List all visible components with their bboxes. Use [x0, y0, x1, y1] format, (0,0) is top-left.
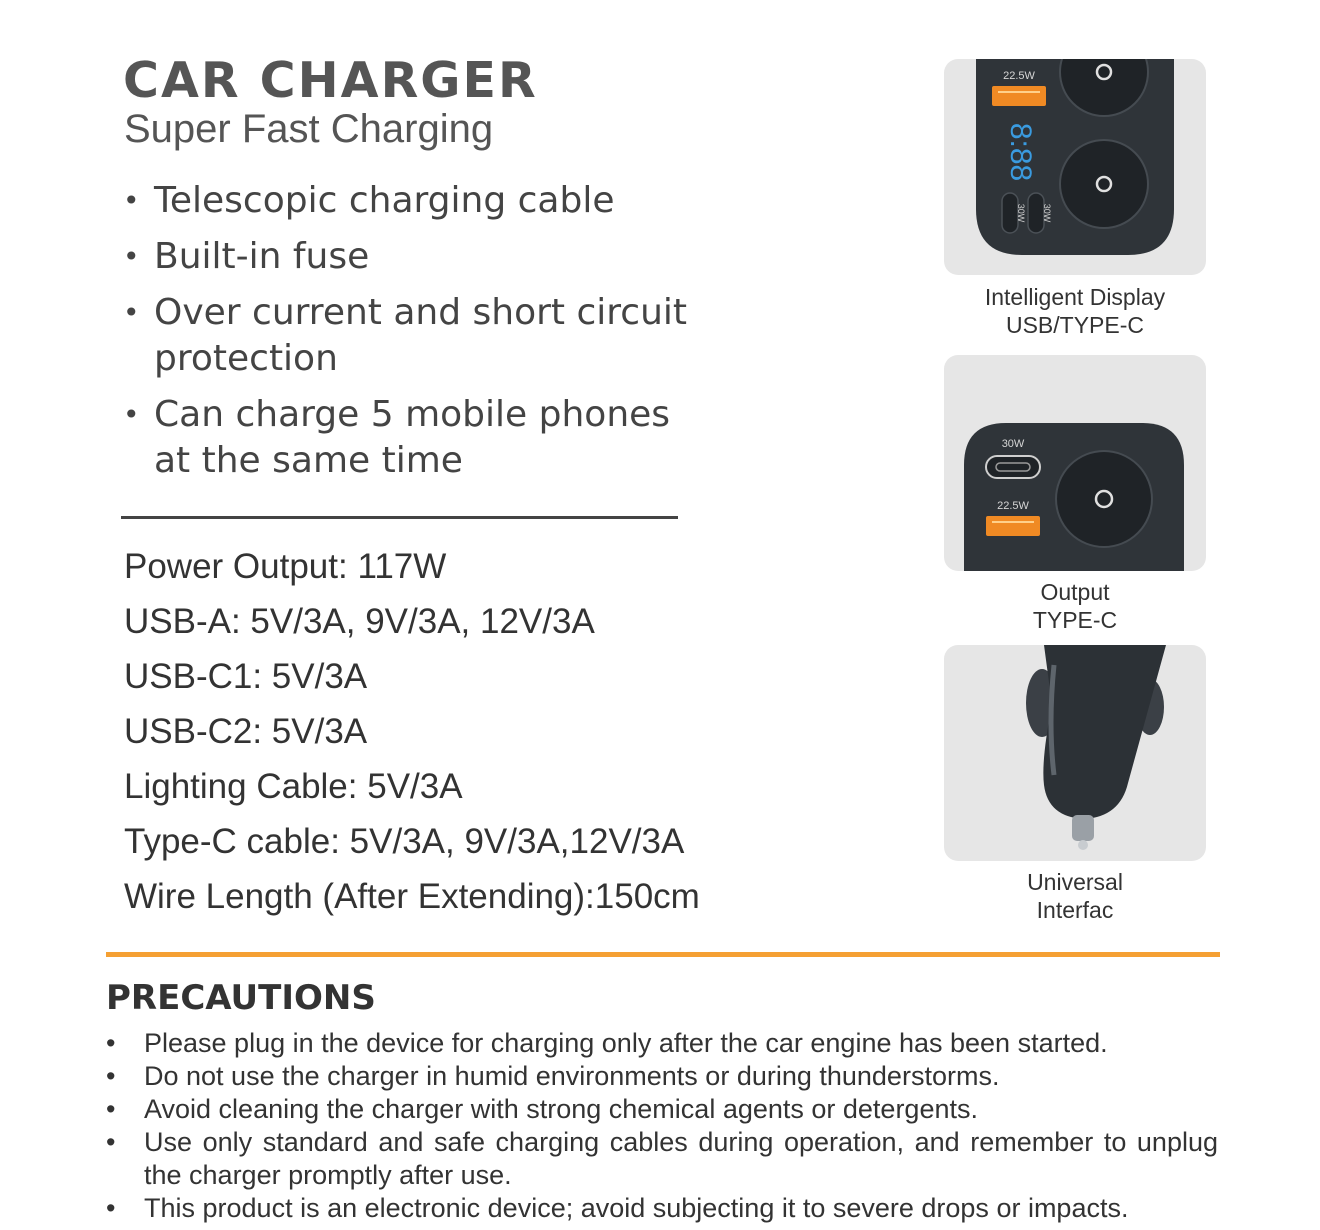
caption-line: Output: [1040, 579, 1110, 605]
spec-list: [124, 545, 700, 930]
caption-line: Universal: [1027, 869, 1123, 895]
precautions-list: [106, 1027, 1218, 1225]
caption-line: USB/TYPE-C: [1005, 312, 1145, 338]
intelligent-display-caption: [944, 283, 1206, 339]
caption-line: Intelligent Display: [984, 284, 1166, 310]
feature-item: • Telescopic charging cable: [123, 178, 713, 224]
page-subtitle: Super Fast Charging: [124, 107, 494, 151]
caption-line: TYPE-C: [1032, 607, 1118, 633]
plug-tip-icon: [1072, 815, 1094, 841]
precaution-item: • Avoid cleaning the charger with strong chemical agents or detergents.: [106, 1093, 1218, 1126]
feature-item: • Over current and short circuit protection: [123, 290, 713, 382]
spec-item: Wire Length (After Extending):150cm: [124, 877, 700, 916]
precautions-title: PRECAUTIONS: [106, 978, 376, 1018]
output-type-c-card: [944, 355, 1206, 571]
voltage-display: 8:88: [1004, 122, 1037, 182]
universal-interface-card: [944, 645, 1206, 861]
precaution-item: • Do not use the charger in humid environments or during thunderstorms.: [106, 1060, 1218, 1093]
feature-item: • Built-in fuse: [123, 234, 713, 280]
spec-item: Type-C cable: 5V/3A, 9V/3A,12V/3A: [124, 822, 685, 861]
usb-c-port-label: 30W: [1042, 203, 1052, 223]
section-divider: [121, 516, 678, 519]
caption-line: Interfac: [1036, 897, 1114, 923]
charger-display-illustration: [944, 59, 1206, 275]
usb-a-port-icon: [986, 516, 1040, 536]
accent-divider: [106, 952, 1220, 957]
spec-item: USB-C1: 5V/3A: [124, 657, 368, 696]
output-type-c-caption: [944, 578, 1206, 634]
precaution-item: • Use only standard and safe charging cables during operation, and remember to unplug the charger promptly after use.: [106, 1126, 1218, 1192]
spec-item: Lighting Cable: 5V/3A: [124, 767, 463, 806]
spec-item: USB-C2: 5V/3A: [124, 712, 368, 751]
socket-icon: [1056, 451, 1152, 547]
feature-item: • Can charge 5 mobile phones at the same time: [123, 392, 713, 484]
usb-a-port-icon: [992, 86, 1046, 106]
usb-c-port-icon: [1028, 193, 1044, 233]
page-title: CAR CHARGER: [123, 52, 538, 109]
usb-c-port-icon: [986, 456, 1040, 478]
precaution-item: • This product is an electronic device; avoid subjecting it to severe drops or impacts.: [106, 1192, 1218, 1225]
usb-a-port-label: 22.5W: [997, 500, 1029, 512]
usb-c-port-label: 30W: [1016, 203, 1026, 223]
feature-list: [123, 178, 713, 494]
precaution-item: • Please plug in the device for charging only after the car engine has been started.: [106, 1027, 1218, 1060]
socket-bottom-icon: [1060, 140, 1148, 228]
universal-interface-caption: [944, 868, 1206, 924]
usb-c-port-icon: [1002, 193, 1018, 233]
intelligent-display-card: [944, 59, 1206, 275]
usb-a-port-label: 22.5W: [1003, 70, 1035, 82]
charger-output-illustration: [944, 355, 1206, 571]
spec-item: Power Output: 117W: [124, 547, 447, 586]
charger-plug-illustration: [944, 645, 1206, 861]
spec-item: USB-A: 5V/3A, 9V/3A, 12V/3A: [124, 602, 595, 641]
usb-c-port-label: 30W: [1001, 438, 1025, 450]
